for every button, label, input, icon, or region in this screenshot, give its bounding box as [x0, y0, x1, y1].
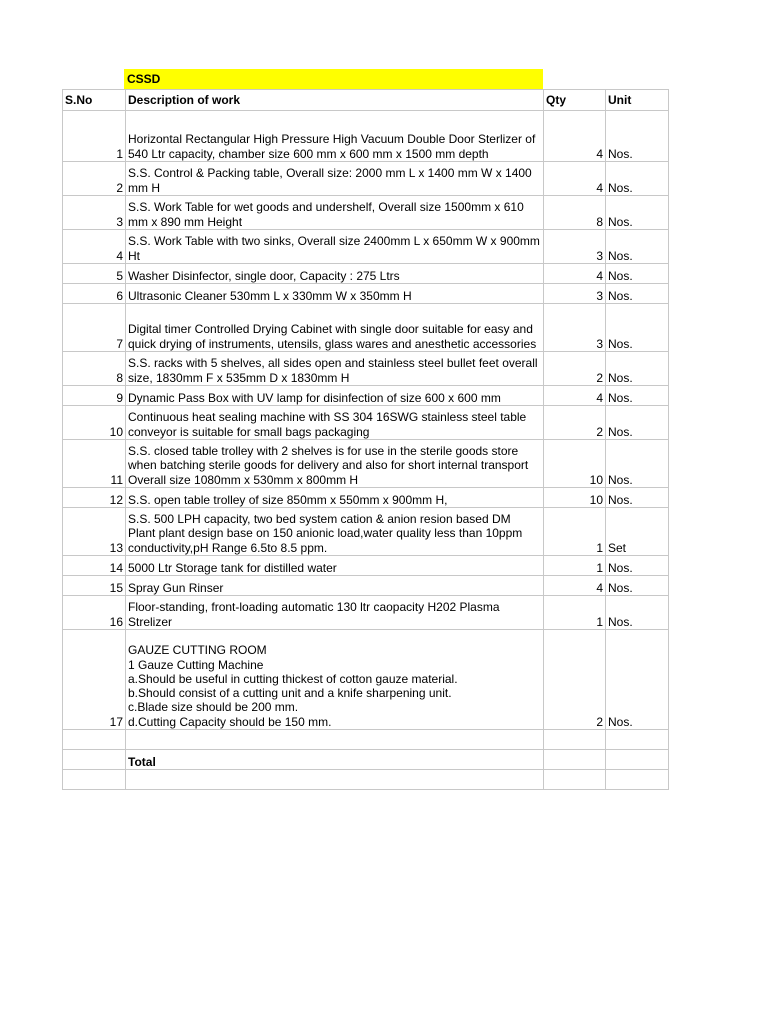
row-unit: Nos.	[606, 440, 669, 488]
empty-cell	[544, 730, 606, 750]
row-description: S.S. Work Table with two sinks, Overall size 2400mm L x 650mm W x 900mm Ht	[126, 230, 544, 264]
table-row	[63, 488, 669, 508]
row-qty: 2	[544, 352, 606, 386]
empty-cell	[63, 730, 126, 750]
row-unit: Nos.	[606, 196, 669, 230]
row-qty: 1	[544, 596, 606, 630]
total-row	[63, 750, 669, 770]
column-header-unit: Unit	[606, 90, 669, 111]
row-sno: 17	[63, 630, 126, 730]
row-sno: 2	[63, 162, 126, 196]
column-header-sno: S.No	[63, 90, 126, 111]
row-sno: 16	[63, 596, 126, 630]
total-label: Total	[126, 750, 544, 770]
row-description: S.S. 500 LPH capacity, two bed system cation & anion resion based DM Plant plant design base on 150 anionic load,water quality less than 10ppm conductivity,pH Range 6.5to 8.5 ppm.	[126, 508, 544, 556]
row-sno: 5	[63, 264, 126, 284]
row-sno: 3	[63, 196, 126, 230]
row-qty: 4	[544, 264, 606, 284]
row-description: 5000 Ltr Storage tank for distilled water	[126, 556, 544, 576]
row-qty: 3	[544, 304, 606, 352]
empty-row	[63, 730, 669, 750]
row-unit: Nos.	[606, 406, 669, 440]
table-row	[63, 556, 669, 576]
row-description: Digital timer Controlled Drying Cabinet with single door suitable for easy and quick drying of instruments, utensils, glass wares and anesthetic accessories	[126, 304, 544, 352]
empty-cell	[606, 770, 669, 790]
row-unit: Nos.	[606, 630, 669, 730]
row-qty: 10	[544, 488, 606, 508]
row-qty: 1	[544, 556, 606, 576]
column-header-description: Description of work	[126, 90, 544, 111]
row-sno: 4	[63, 230, 126, 264]
table-row	[63, 386, 669, 406]
work-items-table	[62, 89, 669, 790]
row-sno: 6	[63, 284, 126, 304]
row-unit: Nos.	[606, 488, 669, 508]
table-header-row	[63, 90, 669, 111]
table-row	[63, 630, 669, 730]
row-sno: 14	[63, 556, 126, 576]
table-row	[63, 264, 669, 284]
row-sno: 8	[63, 352, 126, 386]
table-row	[63, 576, 669, 596]
section-title: CSSD	[124, 69, 543, 89]
row-unit: Nos.	[606, 304, 669, 352]
row-sno: 10	[63, 406, 126, 440]
row-unit: Nos.	[606, 284, 669, 304]
table-row	[63, 406, 669, 440]
row-unit: Nos.	[606, 264, 669, 284]
row-unit: Nos.	[606, 576, 669, 596]
row-unit: Nos.	[606, 386, 669, 406]
empty-cell	[126, 730, 544, 750]
row-unit: Nos.	[606, 556, 669, 576]
row-qty: 2	[544, 630, 606, 730]
row-sno: 13	[63, 508, 126, 556]
row-description: Dynamic Pass Box with UV lamp for disinfection of size 600 x 600 mm	[126, 386, 544, 406]
row-sno: 1	[63, 111, 126, 162]
row-qty: 10	[544, 440, 606, 488]
table-row	[63, 111, 669, 162]
table-row	[63, 352, 669, 386]
row-sno: 11	[63, 440, 126, 488]
empty-cell	[544, 770, 606, 790]
row-description: Washer Disinfector, single door, Capacity : 275 Ltrs	[126, 264, 544, 284]
row-description: S.S. closed table trolley with 2 shelves is for use in the sterile goods store when batching sterile goods for delivery and also for short internal transport Overall size 1080mm x 530mm x 800mm H	[126, 440, 544, 488]
empty-row	[63, 770, 669, 790]
table-row	[63, 440, 669, 488]
row-sno: 7	[63, 304, 126, 352]
row-qty: 4	[544, 386, 606, 406]
row-qty: 4	[544, 111, 606, 162]
row-qty: 3	[544, 230, 606, 264]
table-row	[63, 196, 669, 230]
row-description: S.S. Control & Packing table, Overall size: 2000 mm L x 1400 mm W x 1400 mm H	[126, 162, 544, 196]
row-description: GAUZE CUTTING ROOM 1 Gauze Cutting Machine a.Should be useful in cutting thickest of cotton gauze material. b.Should consist of a cutting unit and a knife sharpening unit. c.Blade size should be 200 mm. d.Cutting Capacity should be 150 mm.	[126, 630, 544, 730]
row-description: Floor-standing, front-loading automatic 130 ltr caopacity H202 Plasma Strelizer	[126, 596, 544, 630]
total-unit	[606, 750, 669, 770]
empty-cell	[126, 770, 544, 790]
table-row	[63, 508, 669, 556]
row-sno: 15	[63, 576, 126, 596]
table-row	[63, 162, 669, 196]
row-qty: 1	[544, 508, 606, 556]
row-unit: Nos.	[606, 596, 669, 630]
column-header-qty: Qty	[544, 90, 606, 111]
row-description: S.S. open table trolley of size 850mm x 550mm x 900mm H,	[126, 488, 544, 508]
row-unit: Nos.	[606, 352, 669, 386]
empty-cell	[63, 750, 126, 770]
row-description: S.S. Work Table for wet goods and undershelf, Overall size 1500mm x 610 mm x 890 mm Height	[126, 196, 544, 230]
row-sno: 12	[63, 488, 126, 508]
row-qty: 4	[544, 162, 606, 196]
row-description: Continuous heat sealing machine with SS 304 16SWG stainless steel table conveyor is suitable for small bags packaging	[126, 406, 544, 440]
row-description: S.S. racks with 5 shelves, all sides open and stainless steel bullet feet overall size, 1830mm F x 535mm D x 1830mm H	[126, 352, 544, 386]
row-qty: 4	[544, 576, 606, 596]
row-qty: 3	[544, 284, 606, 304]
row-description: Ultrasonic Cleaner 530mm L x 330mm W x 350mm H	[126, 284, 544, 304]
total-qty	[544, 750, 606, 770]
row-unit: Set	[606, 508, 669, 556]
table-row	[63, 596, 669, 630]
row-unit: Nos.	[606, 162, 669, 196]
empty-cell	[63, 770, 126, 790]
empty-cell	[606, 730, 669, 750]
row-description: Horizontal Rectangular High Pressure High Vacuum Double Door Sterlizer of 540 Ltr capacity, chamber size 600 mm x 600 mm x 1500 mm depth	[126, 111, 544, 162]
table-row	[63, 304, 669, 352]
row-unit: Nos.	[606, 111, 669, 162]
row-qty: 8	[544, 196, 606, 230]
table-row	[63, 230, 669, 264]
table-row	[63, 284, 669, 304]
row-sno: 9	[63, 386, 126, 406]
row-unit: Nos.	[606, 230, 669, 264]
row-description: Spray Gun Rinser	[126, 576, 544, 596]
row-qty: 2	[544, 406, 606, 440]
